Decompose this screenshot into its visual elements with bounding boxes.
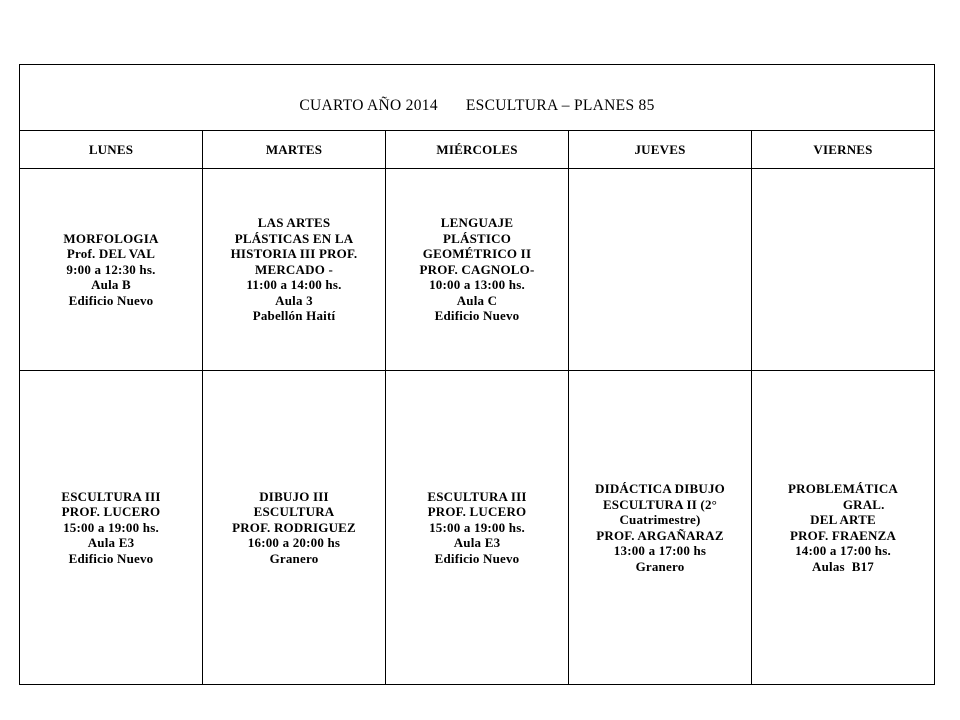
class-cell-tuesday: LAS ARTES PLÁSTICAS EN LA HISTORIA III PROF. MERCADO - 11:00 a 14:00 hs. Aula 3 Pabellón Haití (203, 169, 386, 371)
class-cell-tuesday: DIBUJO III ESCULTURA PROF. RODRIGUEZ 16:00 a 20:00 hs Granero (203, 371, 386, 685)
schedule-table (19, 64, 935, 685)
day-header-wednesday: MIÉRCOLES (386, 131, 569, 169)
day-header-friday: VIERNES (752, 131, 935, 169)
class-cell-friday (752, 169, 935, 371)
day-header-thursday: JUEVES (569, 131, 752, 169)
class-cell-friday: PROBLEMÁTICA GRAL. DEL ARTE PROF. FRAENZA 14:00 a 17:00 hs. Aulas B17 (752, 371, 935, 685)
title-program: ESCULTURA – PLANES 85 (465, 96, 655, 114)
class-cell-monday: ESCULTURA III PROF. LUCERO 15:00 a 19:00 hs. Aula E3 Edificio Nuevo (20, 371, 203, 685)
class-cell-thursday (569, 169, 752, 371)
schedule-row-morning (20, 169, 935, 371)
class-cell-wednesday: LENGUAJE PLÁSTICO GEOMÉTRICO II PROF. CAGNOLO- 10:00 a 13:00 hs. Aula C Edificio Nuevo (386, 169, 569, 371)
class-cell-monday: MORFOLOGIA Prof. DEL VAL 9:00 a 12:30 hs. Aula B Edificio Nuevo (20, 169, 203, 371)
schedule-title (20, 65, 935, 131)
day-header-tuesday: MARTES (203, 131, 386, 169)
day-header-monday: LUNES (20, 131, 203, 169)
title-row (20, 65, 935, 131)
class-cell-thursday: DIDÁCTICA DIBUJO ESCULTURA II (2° Cuatrimestre) PROF. ARGAÑARAZ 13:00 a 17:00 hs Granero (569, 371, 752, 685)
class-cell-wednesday: ESCULTURA III PROF. LUCERO 15:00 a 19:00 hs. Aula E3 Edificio Nuevo (386, 371, 569, 685)
title-year: CUARTO AÑO 2014 (299, 96, 438, 114)
schedule-row-afternoon (20, 371, 935, 685)
days-header-row (20, 131, 935, 169)
